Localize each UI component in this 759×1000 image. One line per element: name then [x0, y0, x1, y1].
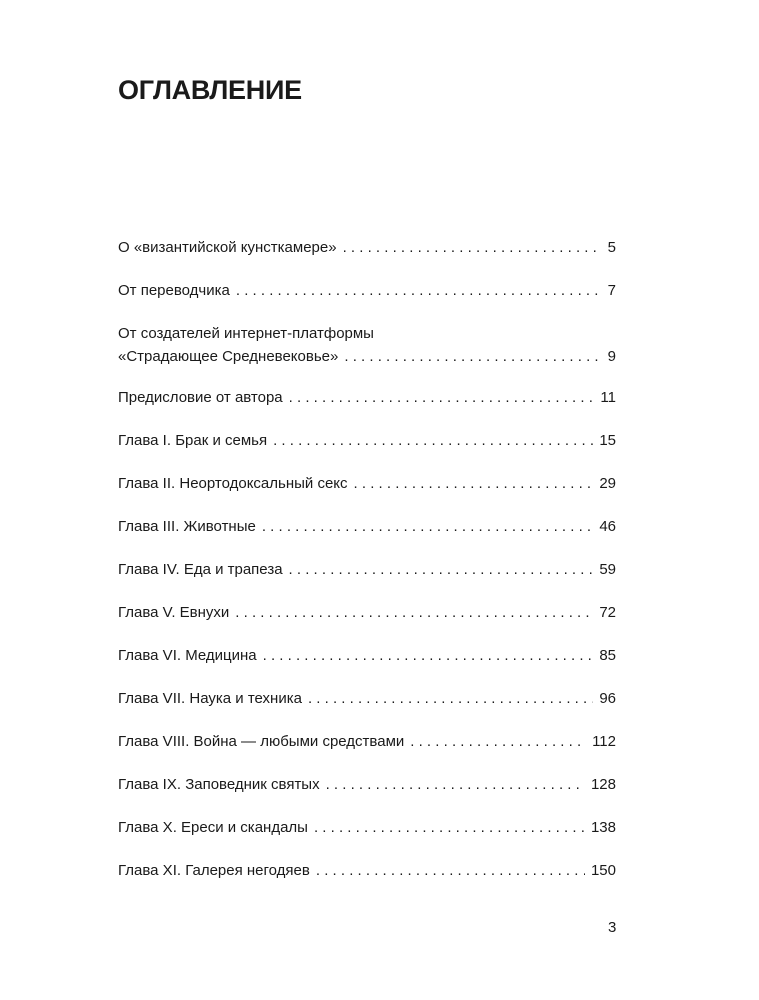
dot-leader [283, 388, 595, 407]
toc-entry-chapter-8[interactable] [118, 732, 616, 751]
toc-entry-page: 72 [599, 604, 616, 621]
toc-entry-title: Глава VIII. Война — любыми средствами [118, 733, 405, 750]
toc-entry-title: Глава VI. Медицина [118, 647, 257, 664]
toc-entry-title: Глава X. Ереси и скандалы [118, 819, 308, 836]
toc-entry-chapter-7[interactable] [118, 689, 616, 708]
toc-entry-page: 96 [599, 690, 616, 707]
dot-leader [404, 732, 586, 751]
toc-entry-title: Глава III. Животные [118, 518, 256, 535]
dot-leader [283, 560, 594, 579]
toc-entry-translator[interactable] [118, 281, 616, 300]
toc-entry-title: Глава IX. Заповедник святых [118, 776, 320, 793]
toc-entry-title: Глава VII. Наука и техника [118, 690, 302, 707]
toc-entry-page: 29 [599, 475, 616, 492]
toc-entry-page: 150 [590, 862, 616, 879]
dot-leader [230, 281, 602, 300]
toc-entry-page: 128 [590, 776, 616, 793]
toc-entry-page: 138 [590, 819, 616, 836]
toc-entry-chapter-2[interactable] [118, 474, 616, 493]
toc-entry-title: Глава V. Евнухи [118, 604, 230, 621]
toc-entry-chapter-10[interactable] [118, 818, 616, 837]
toc-entry-page: 5 [607, 239, 616, 256]
dot-leader [337, 238, 602, 257]
toc-entry-title: Глава II. Неортодоксальный секс [118, 475, 348, 492]
toc-entry-page: 112 [592, 733, 616, 750]
toc-entry-chapter-4[interactable] [118, 560, 616, 579]
toc-entry-chapter-6[interactable] [118, 646, 616, 665]
dot-leader [256, 517, 593, 536]
toc-entry-page: 46 [599, 518, 616, 535]
dot-leader [302, 689, 593, 708]
toc-entry-title: Глава XI. Галерея негодяев [118, 862, 310, 879]
toc-entry-title: Глава I. Брак и семья [118, 432, 268, 449]
toc-entry-page: 7 [607, 282, 616, 299]
toc-entry-chapter-9[interactable] [118, 775, 616, 794]
dot-leader [338, 347, 601, 366]
dot-leader [229, 603, 593, 622]
toc-entry-page: 9 [607, 348, 616, 365]
page-title: ОГЛАВЛЕНИЕ [118, 75, 302, 105]
toc-entry-page: 59 [599, 561, 616, 578]
dot-leader [310, 861, 585, 880]
toc-entry-page: 11 [600, 389, 616, 406]
toc-entry-about[interactable] [118, 238, 616, 257]
toc-entry-title-line1: От создателей интернет-платформы [118, 325, 374, 342]
toc-entry-title: От переводчика [118, 282, 230, 299]
toc-entry-chapter-5[interactable] [118, 603, 616, 622]
toc-entry-preface[interactable] [118, 388, 616, 407]
toc-entry-page: 85 [599, 647, 616, 664]
dot-leader [308, 818, 585, 837]
toc-entry-platform-creators[interactable] [118, 324, 616, 366]
dot-leader [348, 474, 594, 493]
toc-entry-chapter-1[interactable] [118, 431, 616, 450]
toc-entry-chapter-3[interactable] [118, 517, 616, 536]
toc-entry-title: Предисловие от автора [118, 389, 283, 406]
page-number: 3 [608, 919, 617, 936]
dot-leader [267, 431, 593, 450]
toc-entry-page: 15 [599, 432, 616, 449]
toc-entry-title: «Страдающее Средневековье» [118, 348, 339, 365]
dot-leader [320, 775, 585, 794]
toc-entry-chapter-11[interactable] [118, 861, 616, 880]
dot-leader [257, 646, 594, 665]
toc-entry-title: О «византийской кунсткамере» [118, 239, 337, 256]
toc-entry-title: Глава IV. Еда и трапеза [118, 561, 283, 578]
